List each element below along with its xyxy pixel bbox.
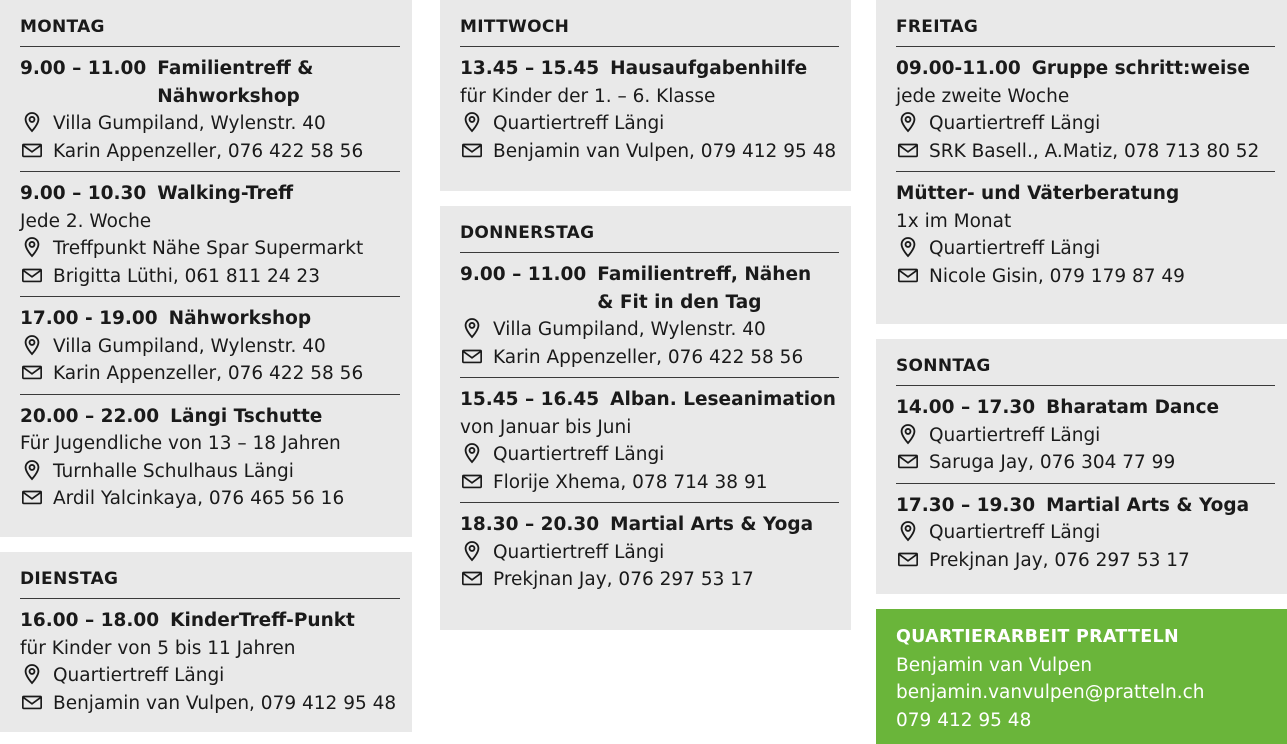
event-title-line: Alban. Leseanimation — [610, 389, 836, 410]
event-title-line: Martial Arts & Yoga — [1046, 494, 1250, 516]
event-time: 18.30 – 20.30 — [460, 514, 600, 535]
event-note: von Januar bis Juni — [460, 416, 632, 438]
envelope-icon — [460, 470, 484, 492]
map-pin-icon — [20, 663, 44, 685]
event-location-text: Quartiertreff Längi — [929, 238, 1101, 259]
event-title-line: Gruppe schritt:weise — [1031, 58, 1250, 79]
event-title-line: KinderTreff-Punkt — [170, 610, 355, 631]
event-location-text: Villa Gumpiland, Wylenstr. 40 — [53, 113, 326, 134]
map-pin-icon — [460, 442, 484, 464]
event-contact-text: Karin Appenzeller, 076 422 58 56 — [53, 140, 364, 162]
day-box-freitag — [876, 0, 1287, 324]
envelope-icon — [20, 486, 44, 508]
event-title — [896, 180, 1179, 208]
event-title-line: Familientreff, Nähen — [597, 264, 812, 285]
event-location-text: Quartiertreff Längi — [53, 665, 225, 686]
event-entry — [896, 47, 1275, 172]
event-heading — [460, 55, 839, 83]
event-time: 15.45 – 16.45 — [460, 389, 600, 410]
day-title: FREITAG — [896, 14, 1275, 47]
event-contact-text: Ardil Yalcinkaya, 076 465 56 16 — [53, 488, 345, 509]
event-contact — [20, 263, 400, 291]
event-title — [610, 386, 836, 414]
event-location — [896, 519, 1275, 547]
event-location — [896, 110, 1275, 138]
event-contact — [20, 690, 400, 718]
event-contact — [896, 263, 1275, 291]
day-title: SONNTAG — [896, 353, 1275, 386]
event-location — [20, 110, 400, 138]
event-title — [610, 511, 813, 539]
event-time: 20.00 – 22.00 — [20, 405, 160, 427]
event-entry — [460, 253, 839, 378]
event-contact-text: Florije Xhema, 078 714 38 91 — [493, 471, 768, 493]
event-heading — [460, 386, 839, 414]
event-contact-text: Nicole Gisin, 079 179 87 49 — [929, 265, 1185, 287]
footer-title: QUARTIERARBEIT PRATTELN — [896, 627, 1179, 647]
event-time: 9.00 – 10.30 — [20, 183, 147, 204]
envelope-icon — [896, 450, 920, 472]
map-pin-icon — [460, 540, 484, 562]
day-title: MONTAG — [20, 14, 400, 47]
event-entry — [896, 172, 1275, 296]
map-pin-icon — [20, 334, 44, 356]
day-title: DIENSTAG — [20, 566, 400, 599]
event-location — [896, 422, 1275, 450]
event-entry — [460, 378, 839, 503]
event-heading — [20, 607, 400, 635]
event-location — [896, 235, 1275, 263]
event-time: 16.00 – 18.00 — [20, 610, 160, 631]
event-contact-text: Benjamin van Vulpen, 079 412 95 48 — [493, 140, 837, 162]
event-location-text: Quartiertreff Längi — [929, 424, 1101, 446]
event-note: für Kinder der 1. – 6. Klasse — [460, 85, 716, 107]
event-location-text: Villa Gumpiland, Wylenstr. 40 — [53, 335, 326, 357]
event-title-line: Nähworkshop — [168, 308, 312, 329]
footer-name: Benjamin van Vulpen — [896, 654, 1093, 676]
envelope-icon — [896, 139, 920, 161]
envelope-icon — [460, 139, 484, 161]
event-title — [597, 261, 811, 316]
day-box-dienstag — [0, 552, 412, 732]
event-title — [157, 55, 313, 110]
day-box-sonntag — [876, 339, 1287, 594]
day-title: DONNERSTAG — [460, 220, 839, 253]
event-note: Für Jugendliche von 13 – 18 Jahren — [20, 433, 341, 454]
event-title — [170, 403, 322, 431]
event-entry — [460, 47, 839, 171]
event-title — [157, 180, 293, 208]
event-title — [1046, 492, 1249, 520]
event-contact-text: Saruga Jay, 076 304 77 99 — [929, 452, 1176, 473]
event-contact — [20, 360, 400, 388]
event-time: 17.00 - 19.00 — [20, 308, 158, 329]
event-time: 13.45 – 15.45 — [460, 58, 600, 79]
event-contact-text: Karin Appenzeller, 076 422 58 56 — [53, 363, 364, 384]
event-contact — [460, 138, 839, 166]
envelope-icon — [896, 548, 920, 570]
event-heading — [20, 180, 400, 208]
event-contact — [20, 485, 400, 513]
event-entry — [896, 386, 1275, 484]
map-pin-icon — [896, 111, 920, 133]
event-contact-text: Prekjnan Jay, 076 297 53 17 — [929, 549, 1190, 571]
event-heading — [896, 394, 1275, 422]
event-time: 9.00 – 11.00 — [20, 58, 147, 79]
event-title-line: Martial Arts & Yoga — [610, 514, 814, 535]
event-location — [20, 458, 400, 486]
event-entry — [20, 297, 400, 395]
map-pin-icon — [460, 317, 484, 339]
event-title-line: Nähworkshop — [157, 85, 300, 107]
event-note: für Kinder von 5 bis 11 Jahren — [20, 637, 296, 659]
event-location-text: Quartiertreff Längi — [493, 444, 665, 465]
envelope-icon — [896, 264, 920, 286]
event-heading — [896, 180, 1275, 208]
event-contact — [460, 566, 839, 594]
event-entry — [20, 599, 400, 723]
event-title-line: Längi Tschutte — [170, 405, 323, 427]
footer-phone[interactable]: 079 412 95 48 — [896, 709, 1032, 731]
event-title-line: Familientreff & — [157, 58, 314, 79]
event-location — [460, 110, 839, 138]
event-heading — [20, 55, 400, 110]
event-contact-text: Prekjnan Jay, 076 297 53 17 — [493, 569, 754, 590]
event-note: jede zweite Woche — [896, 85, 1070, 107]
event-entry — [896, 484, 1275, 581]
event-title-line: Hausaufgabenhilfe — [610, 58, 808, 79]
event-entry — [460, 503, 839, 600]
event-location — [20, 235, 400, 263]
event-entry — [20, 395, 400, 519]
event-heading — [20, 403, 400, 431]
day-box-donnerstag — [440, 206, 851, 630]
event-location-text: Quartiertreff Längi — [493, 541, 665, 563]
event-contact — [896, 449, 1275, 477]
event-location-text: Quartiertreff Längi — [929, 522, 1101, 543]
event-title — [170, 607, 355, 635]
event-location-text: Turnhalle Schulhaus Längi — [53, 460, 294, 482]
map-pin-icon — [896, 236, 920, 258]
envelope-icon — [20, 139, 44, 161]
event-entry — [20, 172, 400, 297]
event-note: 1x im Monat — [896, 210, 1012, 232]
event-contact-text: Karin Appenzeller, 076 422 58 56 — [493, 346, 804, 368]
event-title-line: & Fit in den Tag — [597, 291, 762, 313]
event-title-line: Mütter- und Väterberatung — [896, 183, 1180, 204]
event-contact — [20, 138, 400, 166]
map-pin-icon — [460, 111, 484, 133]
map-pin-icon — [20, 111, 44, 133]
event-location — [460, 316, 839, 344]
map-pin-icon — [20, 236, 44, 258]
day-box-mittwoch — [440, 0, 851, 191]
map-pin-icon — [896, 520, 920, 542]
event-title — [169, 305, 312, 333]
day-title: MITTWOCH — [460, 14, 839, 47]
event-title — [1046, 394, 1219, 422]
contact-footer — [876, 609, 1287, 744]
day-box-montag — [0, 0, 412, 537]
event-heading — [896, 55, 1275, 83]
envelope-icon — [20, 361, 44, 383]
event-heading — [20, 305, 400, 333]
event-location-text: Quartiertreff Längi — [493, 113, 665, 134]
envelope-icon — [20, 264, 44, 286]
event-contact — [460, 469, 839, 497]
map-pin-icon — [896, 423, 920, 445]
event-contact — [896, 138, 1275, 166]
event-location — [460, 441, 839, 469]
event-location — [20, 333, 400, 361]
event-note: Jede 2. Woche — [20, 210, 152, 232]
event-contact-text: Benjamin van Vulpen, 079 412 95 48 — [53, 692, 397, 714]
envelope-icon — [460, 345, 484, 367]
event-contact-text: SRK Basell., A.Matiz, 078 713 80 52 — [929, 140, 1260, 162]
event-location-text: Villa Gumpiland, Wylenstr. 40 — [493, 319, 766, 340]
event-time: 14.00 – 17.30 — [896, 397, 1036, 418]
event-contact-text: Brigitta Lüthi, 061 811 24 23 — [53, 265, 320, 287]
event-heading — [460, 261, 839, 316]
event-contact — [460, 344, 839, 372]
event-title — [610, 55, 807, 83]
map-pin-icon — [20, 459, 44, 481]
event-time: 17.30 – 19.30 — [896, 494, 1036, 516]
event-title — [1032, 55, 1250, 83]
event-location — [20, 662, 400, 690]
event-heading — [896, 492, 1275, 520]
event-entry — [20, 47, 400, 172]
event-time: 09.00-11.00 — [896, 58, 1021, 79]
footer-email[interactable]: benjamin.vanvulpen@pratteln.ch — [896, 682, 1205, 703]
event-location — [460, 539, 839, 567]
event-title-line: Bharatam Dance — [1046, 397, 1220, 418]
event-location-text: Treffpunkt Nähe Spar Supermarkt — [53, 238, 364, 259]
event-location-text: Quartiertreff Längi — [929, 113, 1101, 134]
event-contact — [896, 547, 1275, 575]
event-time: 9.00 – 11.00 — [460, 264, 587, 285]
event-title-line: Walking-Treff — [157, 183, 294, 204]
envelope-icon — [460, 567, 484, 589]
envelope-icon — [20, 691, 44, 713]
event-heading — [460, 511, 839, 539]
